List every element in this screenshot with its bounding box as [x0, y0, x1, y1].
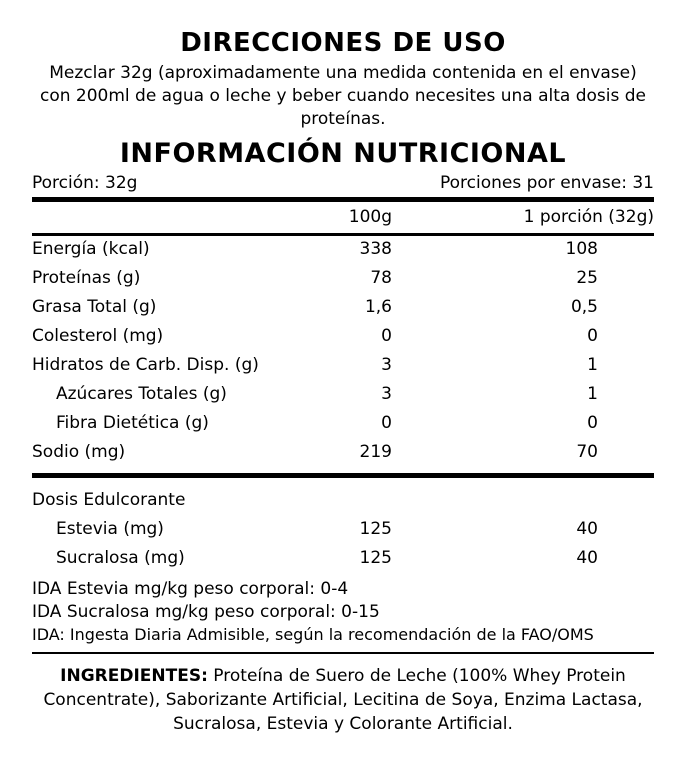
- sweetener-title: Dosis Edulcorante: [32, 490, 186, 510]
- ida-note: IDA Sucralosa mg/kg peso corporal: 0-15: [32, 602, 380, 622]
- nutrient-row: [32, 297, 654, 325]
- nutrient-value-portion: 0,5: [570, 297, 598, 317]
- divider-thick: [32, 197, 654, 202]
- ingredients-block: [32, 664, 654, 736]
- sweetener-value-100g: 125: [359, 519, 392, 539]
- nutrient-label: Grasa Total (g): [32, 297, 157, 317]
- nutrient-value-100g: 219: [359, 442, 392, 462]
- nutrient-value-portion: 108: [565, 239, 598, 259]
- ingredients-text: Proteína de Suero de Leche (100% Whey Protein Concentrate), Saborizante Artificial, Lecitina de Soya, Enzima Lactasa, Sucralosa, Estevia y Colorante Artificial.: [43, 666, 643, 734]
- nutrient-row: [32, 355, 654, 383]
- directions-title: DIRECCIONES DE USO: [180, 28, 506, 58]
- nutrient-value-portion: 70: [576, 442, 598, 462]
- nutrient-row: [32, 442, 654, 470]
- sweetener-row: [32, 548, 654, 576]
- nutrient-value-100g: 1,6: [364, 297, 392, 317]
- nutrient-value-100g: 3: [381, 384, 392, 404]
- nutrition-title: INFORMACIÓN NUTRICIONAL: [119, 138, 567, 169]
- nutrient-value-100g: 3: [381, 355, 392, 375]
- portions-per-container: Porciones por envase: 31: [439, 173, 654, 193]
- ida-note: IDA Estevia mg/kg peso corporal: 0-4: [32, 579, 349, 599]
- ingredients-label: INGREDIENTES:: [60, 666, 208, 686]
- sweetener-header-row: [32, 490, 654, 518]
- nutrient-value-100g: 338: [359, 239, 392, 259]
- nutrient-label: Azúcares Totales (g): [56, 384, 227, 404]
- nutrient-value-portion: 1: [587, 355, 598, 375]
- nutrient-value-portion: 25: [576, 268, 598, 288]
- nutrient-label: Sodio (mg): [32, 442, 126, 462]
- portion-size: Porción: 32g: [32, 173, 138, 193]
- nutrient-value-portion: 1: [587, 384, 598, 404]
- nutrient-value-100g: 0: [381, 326, 392, 346]
- nutrient-label: Energía (kcal): [32, 239, 150, 259]
- sweetener-value-portion: 40: [576, 519, 598, 539]
- nutrient-row: [32, 326, 654, 354]
- divider-thick: [32, 473, 654, 478]
- sweetener-label: Estevia (mg): [56, 519, 164, 539]
- divider-medium: [32, 233, 654, 236]
- nutrient-value-100g: 78: [370, 268, 392, 288]
- directions-text: Mezclar 32g (aproximadamente una medida contenida en el envase) con 200ml de agua o leche y beber cuando necesites una alta dosis de proteínas.: [39, 63, 647, 129]
- nutrient-row: [32, 384, 654, 412]
- nutrient-label: Hidratos de Carb. Disp. (g): [32, 355, 259, 375]
- column-header-row: [32, 207, 654, 235]
- nutrient-row: [32, 239, 654, 267]
- column-header-100g: 100g: [348, 207, 392, 227]
- sweetener-row: [32, 519, 654, 547]
- column-header-portion: 1 porción (32g): [523, 207, 654, 227]
- nutrient-value-100g: 0: [381, 413, 392, 433]
- nutrient-label: Fibra Dietética (g): [56, 413, 209, 433]
- nutrient-row: [32, 268, 654, 296]
- nutrient-value-portion: 0: [587, 326, 598, 346]
- nutrient-value-portion: 0: [587, 413, 598, 433]
- sweetener-label: Sucralosa (mg): [56, 548, 185, 568]
- ida-note: IDA: Ingesta Diaria Admisible, según la recomendación de la FAO/OMS: [32, 625, 594, 644]
- divider-thin: [32, 652, 654, 654]
- nutrient-label: Proteínas (g): [32, 268, 141, 288]
- nutrient-label: Colesterol (mg): [32, 326, 164, 346]
- sweetener-value-portion: 40: [576, 548, 598, 568]
- sweetener-value-100g: 125: [359, 548, 392, 568]
- nutrient-row: [32, 413, 654, 441]
